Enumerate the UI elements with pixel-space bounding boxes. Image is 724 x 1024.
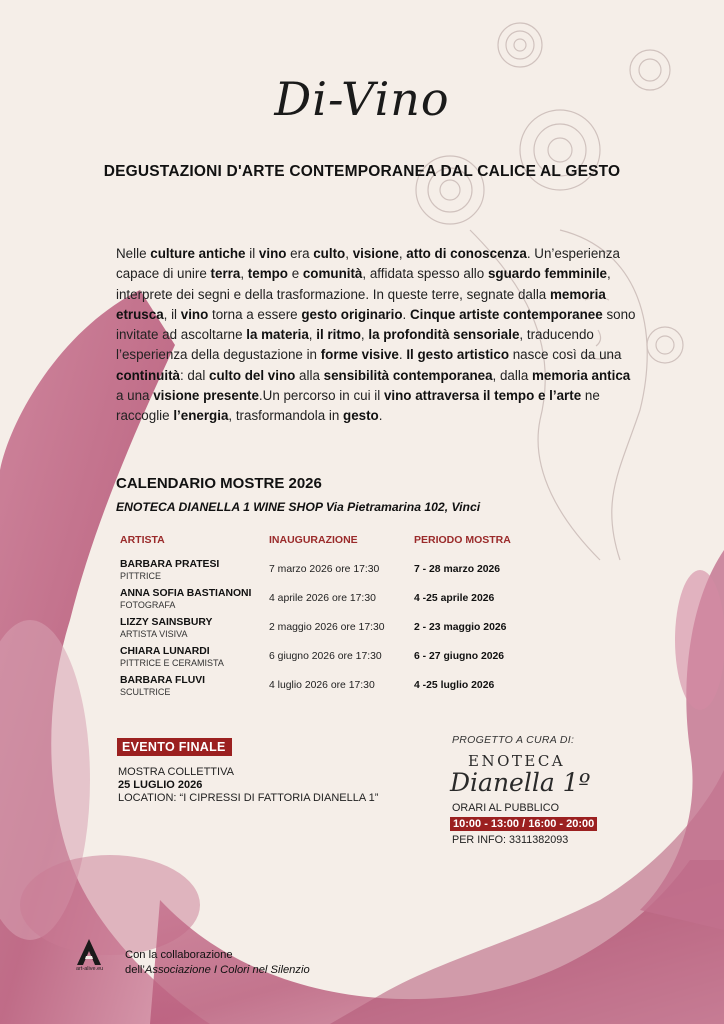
final-event-location: LOCATION: “I CIPRESSI DI FATTORIA DIANELLA 1” bbox=[118, 792, 379, 804]
intro-emphasis: il ritmo bbox=[316, 327, 361, 343]
intro-emphasis: Il gesto artistico bbox=[406, 347, 510, 363]
intro-emphasis: continuità bbox=[116, 367, 180, 383]
artist-name: BARBARA PRATESI bbox=[120, 559, 220, 570]
intro-emphasis: culto del vino bbox=[209, 367, 296, 383]
opening-date: 2 maggio 2026 ore 17:30 bbox=[269, 622, 385, 633]
enoteca-logo-top: ENOTECA bbox=[468, 752, 566, 770]
intro-text: : dal bbox=[179, 367, 210, 383]
intro-text: . bbox=[378, 408, 383, 424]
opening-hours: 10:00 - 13:00 / 16:00 - 20:00 bbox=[450, 817, 597, 831]
contact-info: PER INFO: 3311382093 bbox=[452, 834, 569, 846]
intro-emphasis: comunità bbox=[302, 266, 363, 282]
final-event-badge: EVENTO FINALE bbox=[117, 738, 232, 756]
intro-emphasis: vino bbox=[258, 246, 287, 261]
intro-text: , interprete dei segni e della trasformazione. In queste terre, segnate dalla bbox=[116, 266, 611, 302]
intro-emphasis: memoria antica bbox=[532, 367, 631, 383]
intro-text: , bbox=[398, 246, 407, 261]
intro-text: Nelle bbox=[116, 246, 151, 261]
intro-text: torna a essere bbox=[208, 306, 302, 322]
final-event-date: 25 LUGLIO 2026 bbox=[118, 779, 203, 791]
exhibition-period: 2 - 23 maggio 2026 bbox=[414, 622, 507, 633]
opening-date: 6 giugno 2026 ore 17:30 bbox=[269, 651, 382, 662]
opening-date: 4 aprile 2026 ore 17:30 bbox=[269, 593, 376, 604]
intro-text: ne raccoglie bbox=[116, 388, 600, 424]
art-alive-logo-text: art-alive.eu bbox=[76, 966, 104, 972]
opening-date: 7 marzo 2026 ore 17:30 bbox=[269, 564, 380, 575]
exhibition-period: 6 - 27 giugno 2026 bbox=[414, 651, 505, 662]
intro-emphasis: tempo bbox=[247, 266, 288, 282]
collab-association: dell’Associazione I Colori nel Silenzio bbox=[125, 964, 310, 976]
intro-text: , dalla bbox=[492, 367, 532, 383]
intro-emphasis: vino attraversa il tempo e l’arte bbox=[383, 388, 582, 404]
intro-text: era bbox=[286, 246, 314, 261]
artist-role: PITTRICE bbox=[120, 571, 162, 581]
art-alive-logo-icon bbox=[76, 938, 102, 966]
intro-text: sono invitate ad ascoltarne bbox=[116, 306, 636, 343]
artist-role: PITTRICE E CERAMISTA bbox=[120, 658, 224, 668]
artist-name: ANNA SOFIA BASTIANONI bbox=[120, 588, 252, 599]
poster-subtitle: DEGUSTAZIONI D'ARTE CONTEMPORANEA DAL CALICE AL GESTO bbox=[103, 163, 621, 180]
intro-text: e bbox=[287, 266, 303, 282]
artist-role: SCULTRICE bbox=[120, 687, 171, 697]
table-row bbox=[0, 675, 724, 703]
intro-text: , il bbox=[163, 306, 181, 322]
intro-text: , bbox=[360, 327, 369, 343]
table-row bbox=[0, 559, 724, 587]
artist-name: LIZZY SAINSBURY bbox=[120, 617, 213, 628]
calendar-title: CALENDARIO MOSTRE 2026 bbox=[116, 475, 322, 492]
intro-emphasis: atto di conoscenza bbox=[406, 246, 527, 261]
intro-emphasis: visione bbox=[352, 246, 399, 261]
intro-emphasis: sensibilità contemporanea bbox=[323, 367, 493, 383]
table-row bbox=[0, 617, 724, 645]
intro-text: . bbox=[402, 306, 410, 322]
header-period: PERIODO MOSTRA bbox=[414, 534, 511, 546]
intro-text: .Un percorso in cui il bbox=[258, 388, 384, 404]
intro-text: . Un’esperienza capace di unire bbox=[116, 246, 620, 282]
intro-emphasis: la materia bbox=[246, 327, 309, 343]
intro-text: a una bbox=[116, 388, 154, 404]
intro-text: nasce così da una bbox=[509, 347, 622, 363]
artist-name: CHIARA LUNARDI bbox=[120, 646, 210, 657]
table-row bbox=[0, 646, 724, 674]
intro-text: . bbox=[398, 347, 407, 363]
exhibition-period: 4 -25 aprile 2026 bbox=[414, 593, 495, 604]
header-opening: INAUGURAZIONE bbox=[269, 534, 358, 546]
poster-title: Di-Vino bbox=[274, 72, 450, 126]
artist-role: ARTISTA VISIVA bbox=[120, 629, 188, 639]
exhibition-period: 7 - 28 marzo 2026 bbox=[414, 564, 501, 575]
intro-emphasis: culture antiche bbox=[150, 246, 246, 261]
intro-emphasis: Cinque artiste contemporanee bbox=[409, 306, 603, 322]
intro-emphasis: forme visive bbox=[320, 347, 399, 363]
collaboration-note bbox=[125, 948, 310, 978]
table-row bbox=[0, 588, 724, 616]
intro-text: , bbox=[240, 266, 248, 282]
header-artist: ARTISTA bbox=[120, 534, 165, 546]
curator-label: PROGETTO A CURA DI: bbox=[452, 734, 575, 746]
collab-line: Con la collaborazione bbox=[125, 949, 233, 961]
hours-label: ORARI AL PUBBLICO bbox=[452, 802, 560, 814]
intro-text: , bbox=[345, 246, 353, 261]
final-event-line: MOSTRA COLLETTIVA bbox=[118, 766, 234, 778]
intro-emphasis: visione presente bbox=[153, 388, 259, 404]
intro-emphasis: culto bbox=[313, 246, 346, 261]
artist-name: BARBARA FLUVI bbox=[120, 675, 206, 686]
intro-emphasis: gesto bbox=[343, 408, 379, 424]
intro-emphasis: l’energia bbox=[173, 408, 229, 424]
enoteca-logo-script: Dianella 1º bbox=[450, 768, 591, 797]
intro-text: alla bbox=[295, 367, 324, 383]
intro-text: , trasformandola in bbox=[228, 408, 344, 424]
calendar-location: ENOTECA DIANELLA 1 WINE SHOP Via Pietramarina 102, Vinci bbox=[116, 500, 481, 514]
exhibition-period: 4 -25 luglio 2026 bbox=[414, 680, 495, 691]
final-event-details bbox=[118, 766, 378, 805]
intro-emphasis: la profondità sensoriale bbox=[368, 327, 520, 343]
intro-paragraph bbox=[116, 244, 636, 427]
artist-role: FOTOGRAFA bbox=[120, 600, 176, 610]
intro-emphasis: memoria etrusca bbox=[116, 286, 606, 322]
intro-text: , bbox=[308, 327, 317, 343]
opening-date: 4 luglio 2026 ore 17:30 bbox=[269, 680, 375, 691]
intro-emphasis: terra bbox=[210, 266, 241, 282]
intro-text: , affidata spesso allo bbox=[362, 266, 488, 282]
intro-emphasis: gesto originario bbox=[301, 306, 403, 322]
intro-emphasis: vino bbox=[180, 306, 209, 322]
intro-emphasis: sguardo femminile bbox=[487, 266, 608, 282]
intro-text: , traducendo l’esperienza della degustazione in bbox=[116, 327, 594, 363]
intro-text: il bbox=[245, 246, 259, 261]
